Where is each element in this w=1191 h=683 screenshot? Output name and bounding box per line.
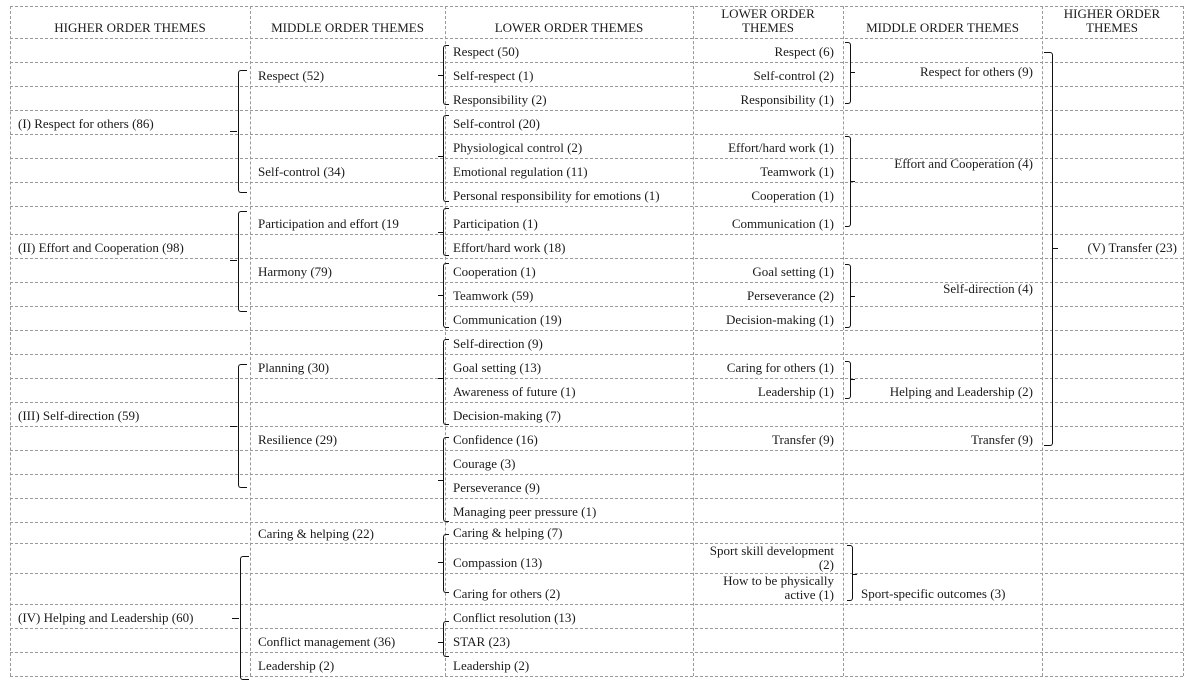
grouping-brace <box>240 556 249 680</box>
lower-theme-right: Communication (1) <box>731 216 834 231</box>
brace-tick <box>230 260 237 261</box>
middle-theme: Respect (52) <box>258 68 325 83</box>
lower-theme-right: Effort/hard work (1) <box>728 140 834 155</box>
lower-theme: Courage (3) <box>453 456 516 471</box>
lower-theme: Caring for others (2) <box>453 586 561 601</box>
lower-theme: Personal responsibility for emotions (1) <box>453 188 660 203</box>
lower-theme-right: Teamwork (1) <box>760 164 834 179</box>
brace-tick <box>438 75 443 76</box>
brace-tick <box>851 379 855 380</box>
grouping-brace <box>238 364 247 488</box>
brace-tick <box>851 72 855 73</box>
brace-tick <box>853 574 857 575</box>
brace-tick <box>1053 248 1058 249</box>
lower-theme: STAR (23) <box>453 634 511 649</box>
middle-theme-right: Helping and Leadership (2) <box>889 384 1033 399</box>
higher-theme: (IV) Helping and Leadership (60) <box>18 610 194 625</box>
brace-tick <box>230 426 237 427</box>
col-divider <box>1042 6 1043 676</box>
header-lower-left: LOWER ORDER THEMES <box>494 20 644 35</box>
header-higher-right: HIGHER ORDER THEMES <box>1063 6 1161 35</box>
lower-theme: Managing peer pressure (1) <box>453 504 597 519</box>
lower-theme-right: Transfer (9) <box>772 432 834 447</box>
middle-theme: Harmony (79) <box>258 264 333 279</box>
middle-theme: Leadership (2) <box>258 658 335 673</box>
header-middle-right: MIDDLE ORDER THEMES <box>866 20 1019 35</box>
lower-theme-right: Responsibility (1) <box>740 92 834 107</box>
lower-theme: Self-direction (9) <box>453 336 543 351</box>
grouping-brace <box>1044 52 1053 446</box>
brace-tick <box>851 296 855 297</box>
grouping-brace <box>443 45 449 105</box>
brace-tick <box>438 480 443 481</box>
grouping-brace <box>443 534 449 593</box>
middle-theme: Planning (30) <box>258 360 330 375</box>
lower-theme: Participation (1) <box>453 216 538 231</box>
row-divider <box>10 676 1183 677</box>
col-divider <box>10 6 11 676</box>
brace-tick <box>438 562 443 563</box>
higher-theme: (III) Self-direction (59) <box>18 408 140 423</box>
grouping-brace <box>443 115 449 202</box>
lower-theme: Compassion (13) <box>453 555 543 570</box>
lower-theme: Perseverance (9) <box>453 480 540 495</box>
middle-theme: Conflict management (36) <box>258 634 396 649</box>
grouping-brace <box>443 208 449 256</box>
grouping-brace <box>443 339 449 425</box>
lower-theme-right: Leadership (1) <box>757 384 834 399</box>
col-divider <box>250 6 251 676</box>
middle-theme: Resilience (29) <box>258 432 338 447</box>
higher-theme: (I) Respect for others (86) <box>18 116 154 131</box>
col-divider <box>843 6 844 676</box>
higher-theme: (II) Effort and Cooperation (98) <box>18 240 184 255</box>
grouping-brace <box>443 621 449 657</box>
lower-theme-right: Perseverance (2) <box>747 288 834 303</box>
lower-theme: Emotional regulation (11) <box>453 164 588 179</box>
lower-theme-right: Self-control (2) <box>753 68 834 83</box>
grouping-brace <box>845 42 851 104</box>
lower-theme: Awareness of future (1) <box>453 384 576 399</box>
brace-tick <box>851 181 855 182</box>
grouping-brace <box>238 70 247 193</box>
lower-theme-right: Caring for others (1) <box>726 360 834 375</box>
lower-theme: Goal setting (13) <box>453 360 542 375</box>
grouping-brace <box>443 263 449 328</box>
middle-theme: Participation and effort (19 <box>258 216 399 231</box>
middle-theme-right: Sport-specific outcomes (3) <box>861 586 1006 601</box>
lower-theme-right: Goal setting (1) <box>752 264 834 279</box>
middle-theme: Caring & helping (22) <box>258 526 374 541</box>
brace-tick <box>230 131 237 132</box>
header-lower-right: LOWER ORDER THEMES <box>721 6 815 35</box>
lower-theme-right: Respect (6) <box>774 44 834 59</box>
brace-tick <box>438 378 443 379</box>
lower-theme: Physiological control (2) <box>453 140 583 155</box>
lower-theme: Caring & helping (7) <box>453 525 563 540</box>
lower-theme: Conflict resolution (13) <box>453 610 576 625</box>
lower-theme-right: Sport skill development (2) <box>709 543 834 572</box>
lower-theme-right: Cooperation (1) <box>751 188 834 203</box>
lower-theme: Responsibility (2) <box>453 92 547 107</box>
middle-theme-right: Transfer (9) <box>971 432 1033 447</box>
header-middle-left: MIDDLE ORDER THEMES <box>271 20 424 35</box>
middle-theme-right: Respect for others (9) <box>920 64 1033 79</box>
lower-theme: Effort/hard work (18) <box>453 240 566 255</box>
lower-theme: Leadership (2) <box>453 658 530 673</box>
lower-theme: Decision-making (7) <box>453 408 561 423</box>
col-divider <box>1183 6 1184 676</box>
grouping-brace <box>845 361 851 399</box>
lower-theme: Respect (50) <box>453 44 520 59</box>
brace-tick <box>438 156 443 157</box>
middle-theme: Self-control (34) <box>258 164 346 179</box>
lower-theme-right: How to be physically active (1) <box>723 573 834 602</box>
header-higher-left: HIGHER ORDER THEMES <box>54 20 206 35</box>
lower-theme-right: Decision-making (1) <box>726 312 834 327</box>
brace-tick <box>438 642 443 643</box>
lower-theme: Self-respect (1) <box>453 68 534 83</box>
grouping-brace <box>847 545 853 601</box>
grouping-brace <box>443 437 449 522</box>
middle-theme-right: Self-direction (4) <box>943 281 1033 296</box>
lower-theme: Self-control (20) <box>453 116 541 131</box>
brace-tick <box>438 232 443 233</box>
lower-theme: Confidence (16) <box>453 432 538 447</box>
lower-theme: Teamwork (59) <box>453 288 534 303</box>
lower-theme: Communication (19) <box>453 312 562 327</box>
brace-tick <box>438 295 443 296</box>
lower-theme: Cooperation (1) <box>453 264 536 279</box>
brace-tick <box>232 618 239 619</box>
higher-theme-right: (V) Transfer (23) <box>1087 240 1177 255</box>
grouping-brace <box>238 211 247 312</box>
middle-theme-right: Effort and Cooperation (4) <box>894 156 1033 171</box>
